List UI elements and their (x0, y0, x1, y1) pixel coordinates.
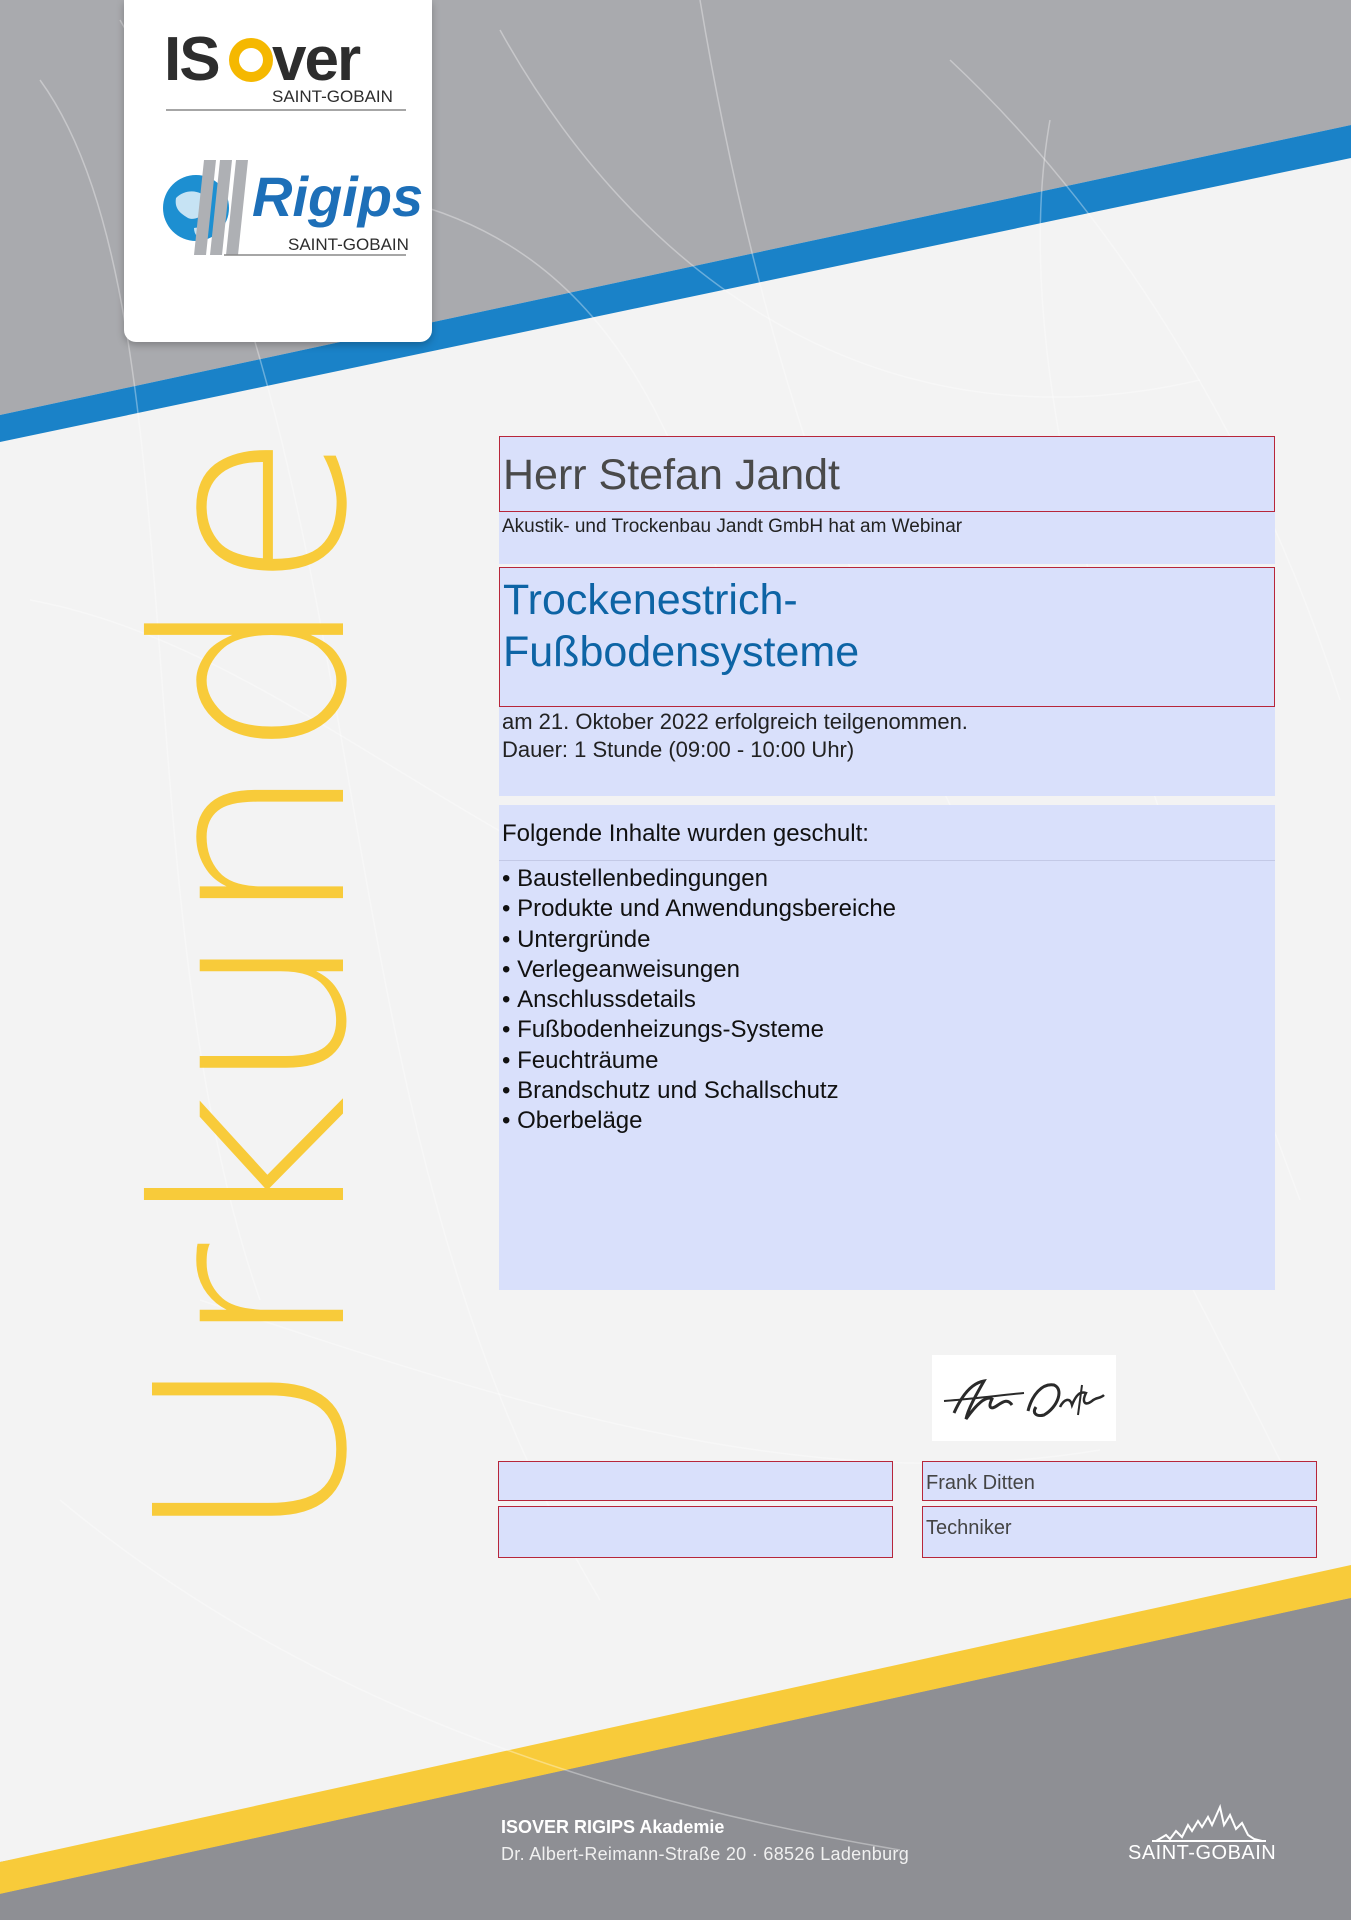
contents-item: • Baustellenbedingungen (502, 864, 1275, 894)
footer-address: Dr. Albert-Reimann-Straße 20 · 68526 Ladenburg (501, 1844, 910, 1864)
contents-item: • Produkte und Anwendungsbereiche (502, 894, 1275, 924)
recipient-name-field[interactable]: Herr Stefan Jandt (499, 436, 1275, 512)
signer-left-role-field[interactable] (498, 1506, 893, 1558)
svg-text:SAINT-GOBAIN: SAINT-GOBAIN (288, 235, 409, 254)
certificate-heading: Urkunde (100, 428, 405, 1545)
webinar-title-field[interactable] (499, 567, 1275, 707)
svg-text:ver: ver (272, 25, 360, 94)
contents-item: • Feuchträume (502, 1046, 1275, 1076)
date-field[interactable] (499, 707, 1275, 796)
signer-right-name-field[interactable]: Frank Ditten (922, 1461, 1317, 1501)
duration-line: Dauer: 1 Stunde (09:00 - 10:00 Uhr) (502, 737, 855, 762)
contents-item: • Brandschutz und Schallschutz (502, 1076, 1275, 1106)
footer-organization: ISOVER RIGIPS Akademie (501, 1817, 725, 1837)
rigips-logo (163, 160, 423, 255)
contents-list-field[interactable] (499, 861, 1275, 1290)
footer-brand: SAINT-GOBAIN (1128, 1842, 1277, 1864)
logo-card (124, 0, 432, 342)
signer-left-name-field[interactable] (498, 1461, 893, 1501)
contents-heading: Folgende Inhalte wurden geschult: (499, 805, 1275, 861)
contents-item: • Oberbeläge (502, 1106, 1275, 1136)
signature-image (932, 1355, 1116, 1441)
webinar-title-line1: Trockenestrich- (503, 576, 798, 624)
svg-text:IS: IS (164, 25, 219, 94)
contents-item: • Verlegeanweisungen (502, 955, 1275, 985)
contents-item: • Fußbodenheizungs-Systeme (502, 1015, 1275, 1045)
webinar-title-line2: Fußbodensysteme (503, 628, 860, 676)
company-line: Akustik- und Trockenbau Jandt GmbH hat am Webinar (499, 512, 1275, 564)
isover-logo (164, 25, 406, 110)
svg-text:SAINT-GOBAIN: SAINT-GOBAIN (272, 87, 393, 106)
contents-item: • Anschlussdetails (502, 985, 1275, 1015)
date-line: am 21. Oktober 2022 erfolgreich teilgenommen. (502, 709, 968, 734)
signer-right-role-field[interactable]: Techniker (922, 1506, 1317, 1558)
svg-text:Rigips: Rigips (252, 165, 424, 228)
brand-logos (124, 0, 432, 342)
contents-item: • Untergründe (502, 925, 1275, 955)
